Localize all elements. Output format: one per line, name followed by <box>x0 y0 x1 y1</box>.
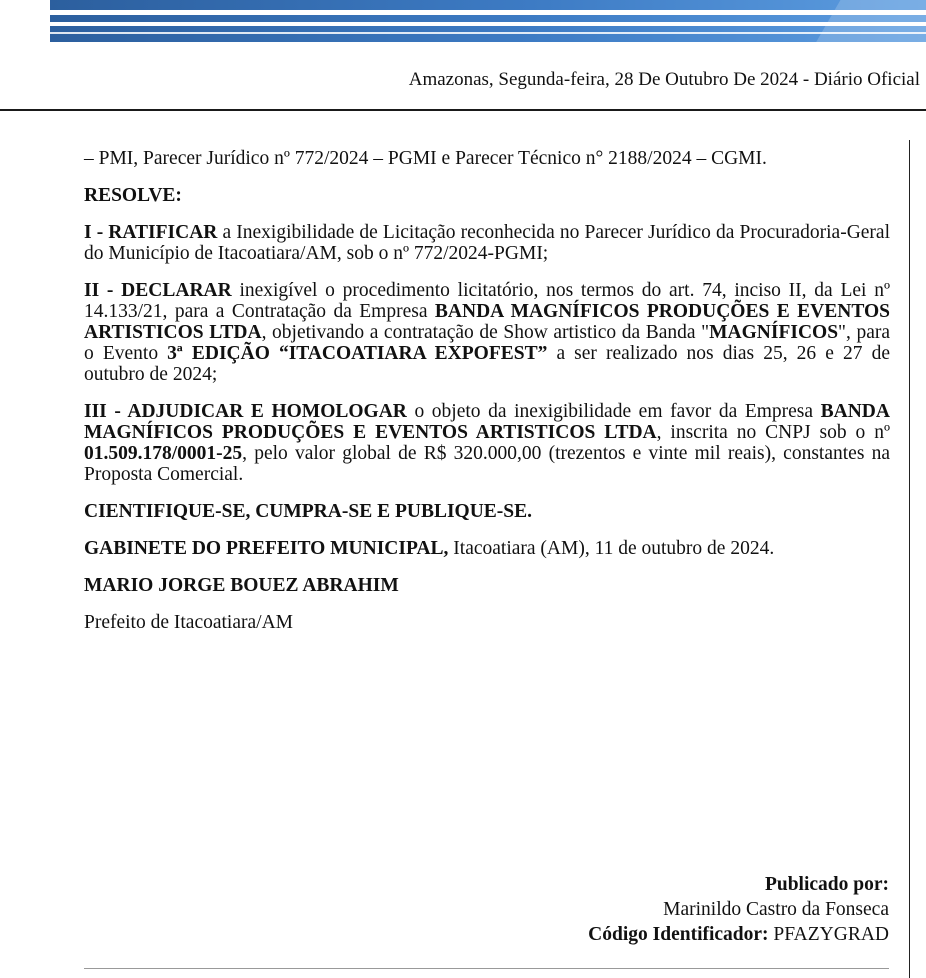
banner-accent <box>800 0 926 42</box>
gabinete-text: Itacoatiara (AM), 11 de outubro de 2024. <box>448 538 775 559</box>
publication-block <box>389 872 889 947</box>
cientifique-line <box>84 501 890 522</box>
banner-stripe <box>50 22 926 26</box>
gabinete-label: GABINETE DO PREFEITO MUNICIPAL, <box>84 538 449 559</box>
identifier-code-value: PFAZYGRAD <box>773 924 889 945</box>
item-adjudicar-text: o objeto da inexigibilidade em favor da Empresa <box>406 401 821 422</box>
identifier-code <box>389 922 889 947</box>
company-name: BANDA MAGNÍFICOS PRODUÇÕES E EVENTOS ARTISTICOS LTDA <box>84 301 890 343</box>
signer-role: Prefeito de Itacoatiara/AM <box>84 612 293 633</box>
item-adjudicar-text: , inscrita no CNPJ sob o nº <box>656 422 890 443</box>
item-declarar-text: , objetivando a contratação de Show artistico da Banda " <box>261 322 710 343</box>
cnpj-number: 01.509.178/0001-25 <box>84 443 243 464</box>
footer-divider <box>84 968 889 969</box>
signer-name <box>84 575 890 596</box>
header-divider <box>0 109 926 111</box>
signer-name-text: MARIO JORGE BOUEZ ABRAHIM <box>84 575 399 596</box>
event-name: 3ª EDIÇÃO “ITACOATIARA EXPOFEST” <box>167 343 548 364</box>
item-declarar-text: inexigível o procedimento licitatório, nos termos do art. 74, inciso II, da Lei nº 14.133/21, para a Contratação da Empresa <box>84 280 890 322</box>
cientifique-text: CIENTIFIQUE-SE, CUMPRA-SE E PUBLIQUE-SE. <box>84 501 533 522</box>
item-declarar-text: ", para o Evento <box>84 322 891 364</box>
banner-stripe <box>50 32 926 34</box>
company-name: BANDA MAGNÍFICOS PRODUÇÕES E EVENTOS ARTISTICOS LTDA <box>84 401 890 443</box>
item-ratificar-text: a Inexigibilidade de Licitação reconhecida no Parecer Jurídico da Procuradoria-Geral do Município de Itacoatiara/AM, sob o nº 772/2024-PGMI; <box>84 222 890 264</box>
header-banner <box>50 0 926 42</box>
item-ratificar-label: I - RATIFICAR <box>84 222 218 243</box>
item-declarar <box>84 280 890 385</box>
column-border <box>909 140 910 978</box>
item-adjudicar-label: III - ADJUDICAR E HOMOLOGAR <box>84 401 407 422</box>
gabinete-line <box>84 538 890 559</box>
intro-paragraph: – PMI, Parecer Jurídico nº 772/2024 – PGMI e Parecer Técnico n° 2188/2024 – CGMI. <box>84 148 767 169</box>
item-declarar-text: a ser realizado nos dias 25, 26 e 27 de outubro de 2024; <box>84 343 891 385</box>
published-by-label-text: Publicado por: <box>764 874 889 895</box>
identifier-code-label: Código Identificador: <box>588 924 769 945</box>
document-body <box>84 148 890 649</box>
resolve-label: RESOLVE: <box>84 185 182 206</box>
item-ratificar <box>84 222 890 264</box>
published-by-label <box>389 872 889 897</box>
resolve-heading <box>84 185 890 206</box>
published-by-name: Marinildo Castro da Fonseca <box>663 899 889 920</box>
item-adjudicar <box>84 401 890 485</box>
page-header-date: Amazonas, Segunda-feira, 28 De Outubro De 2024 - Diário Oficial <box>408 69 920 90</box>
item-adjudicar-text: , pelo valor global de R$ 320.000,00 (trezentos e vinte mil reais), constantes na Proposta Comercial. <box>84 443 890 485</box>
band-name: MAGNÍFICOS <box>709 322 839 343</box>
item-declarar-label: II - DECLARAR <box>84 280 232 301</box>
banner-stripe <box>50 10 926 15</box>
